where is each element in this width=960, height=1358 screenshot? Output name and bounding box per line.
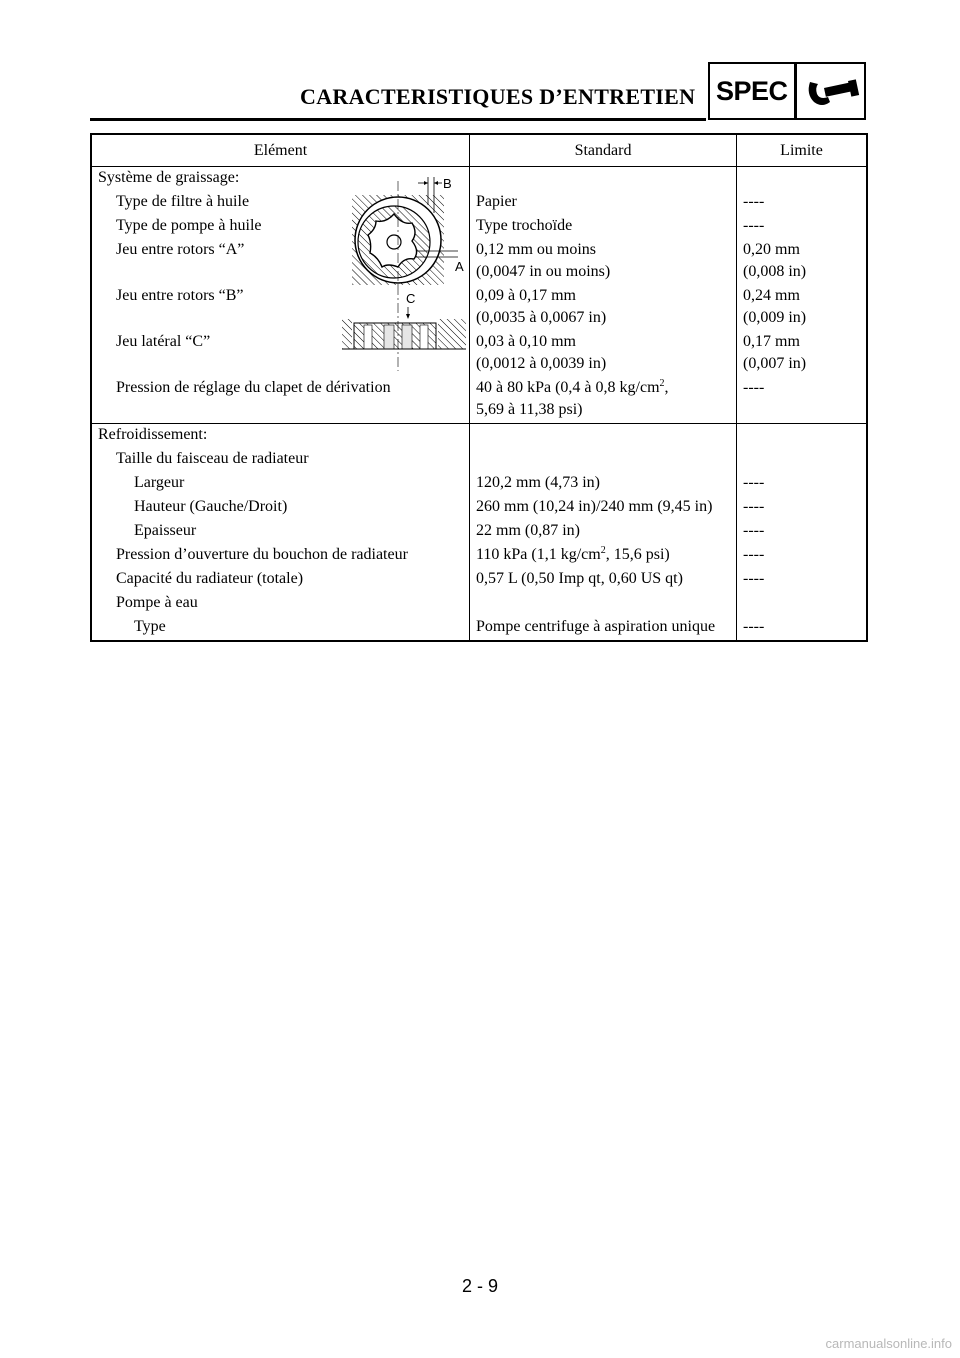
header-standard: Standard — [470, 134, 737, 167]
spacer — [476, 167, 730, 191]
header-limit: Limite — [737, 134, 868, 167]
spec-badge — [708, 62, 866, 120]
standard-line: (0,0047 in ou moins) — [476, 263, 611, 280]
label-c: C — [406, 291, 416, 306]
standard-value: Type trochoïde — [476, 217, 573, 234]
limit-value: ---- — [743, 618, 765, 635]
limit-value: ---- — [743, 570, 765, 587]
element-label: Jeu entre rotors “B” — [116, 287, 244, 304]
limit-value: ---- — [743, 498, 765, 515]
standard-line — [476, 377, 730, 399]
element-label: Epaisseur — [134, 522, 197, 539]
element-label: Type de filtre à huile — [116, 193, 250, 210]
standard-value: 260 mm (10,24 in)/240 mm (9,45 in) — [476, 498, 713, 515]
standard-value: 22 mm (0,87 in) — [476, 522, 580, 539]
standard-value — [476, 239, 730, 285]
limit-line: (0,009 in) — [743, 309, 807, 326]
standard-value — [476, 544, 730, 568]
cap-pressure-text: 110 kPa (1,1 kg/cm — [476, 546, 601, 563]
standard-value: 120,2 mm (4,73 in) — [476, 474, 600, 491]
section-heading: Système de graissage: — [98, 169, 240, 186]
badge-divider — [794, 64, 797, 118]
section-heading: Refroidissement: — [98, 426, 208, 443]
spacer — [476, 424, 730, 448]
standard-value — [476, 331, 730, 377]
limit-line: 0,17 mm — [743, 333, 800, 350]
lubrication-standards — [470, 167, 737, 424]
limit-value: ---- — [743, 217, 765, 234]
cooling-section — [91, 424, 867, 642]
element-label: Pompe à eau — [116, 594, 198, 611]
standard-value: Pompe centrifuge à aspiration unique — [476, 618, 716, 635]
page-title: CARACTERISTIQUES D’ENTRETIEN — [300, 84, 696, 109]
lubrication-elements — [91, 167, 470, 424]
rotor-side-clearance-diagram — [342, 285, 466, 371]
spacer — [743, 448, 860, 472]
spec-table — [90, 133, 868, 642]
lubrication-limits — [737, 167, 868, 424]
limit-line: (0,008 in) — [743, 263, 807, 280]
standard-value: 0,57 L (0,50 Imp qt, 0,60 US qt) — [476, 570, 683, 587]
limit-value: ---- — [743, 474, 765, 491]
oil-pump-rotor-diagram — [342, 175, 466, 287]
limit-value: ---- — [743, 379, 765, 396]
spacer — [476, 592, 730, 616]
cooling-elements — [91, 424, 470, 642]
lubrication-section — [91, 167, 867, 424]
element-label: Taille du faisceau de radiateur — [116, 450, 309, 467]
wrench-icon — [804, 76, 860, 110]
limit-line: 0,20 mm — [743, 241, 800, 258]
spec-label: SPEC — [716, 76, 788, 106]
header-element: Elément — [91, 134, 470, 167]
page-number: 2 - 9 — [461, 1276, 499, 1296]
limit-line: (0,007 in) — [743, 355, 807, 372]
element-label: Jeu entre rotors “A” — [116, 241, 245, 258]
standard-line: 5,69 à 11,38 psi) — [476, 401, 583, 418]
limit-line: 0,24 mm — [743, 287, 800, 304]
limit-value: ---- — [743, 193, 765, 210]
standard-line: (0,0035 à 0,0067 in) — [476, 309, 607, 326]
spacer — [743, 424, 860, 448]
element-label: Type — [134, 618, 166, 635]
header-rule — [90, 118, 706, 121]
comma: , — [664, 379, 669, 396]
cooling-limits — [737, 424, 868, 642]
standard-line: 0,12 mm ou moins — [476, 241, 597, 258]
element-label: Pression d’ouverture du bouchon de radiateur — [116, 546, 408, 563]
spacer — [743, 167, 860, 191]
standard-line: (0,0012 à 0,0039 in) — [476, 355, 607, 372]
cap-pressure-tail: , 15,6 psi) — [605, 546, 670, 563]
element-label: Capacité du radiateur (totale) — [116, 570, 304, 587]
cooling-standards — [470, 424, 737, 642]
standard-value: Papier — [476, 193, 517, 210]
superscript: 2 — [600, 545, 606, 556]
standard-line: 0,03 à 0,10 mm — [476, 333, 576, 350]
pressure-text: 40 à 80 kPa (0,4 à 0,8 kg/cm — [476, 379, 660, 396]
label-a: A — [455, 259, 464, 274]
element-label: Hauteur (Gauche/Droit) — [134, 498, 288, 515]
label-b: B — [443, 176, 452, 191]
limit-value: ---- — [743, 522, 765, 539]
standard-value — [476, 285, 730, 331]
limit-value — [743, 285, 860, 331]
element-label: Largeur — [134, 474, 185, 491]
element-label: Jeu latéral “C” — [116, 333, 211, 350]
watermark: carmanualsonline.info — [825, 1336, 952, 1351]
spacer — [743, 592, 860, 616]
limit-value: ---- — [743, 546, 765, 563]
element-label: Pression de réglage du clapet de dérivation — [116, 379, 391, 396]
element-label: Type de pompe à huile — [116, 217, 262, 234]
limit-value — [743, 239, 860, 285]
spacer — [476, 448, 730, 472]
standard-line: 0,09 à 0,17 mm — [476, 287, 576, 304]
table-header-row — [91, 134, 867, 167]
superscript: 2 — [659, 378, 665, 389]
standard-value — [476, 377, 730, 423]
limit-value — [743, 331, 860, 377]
